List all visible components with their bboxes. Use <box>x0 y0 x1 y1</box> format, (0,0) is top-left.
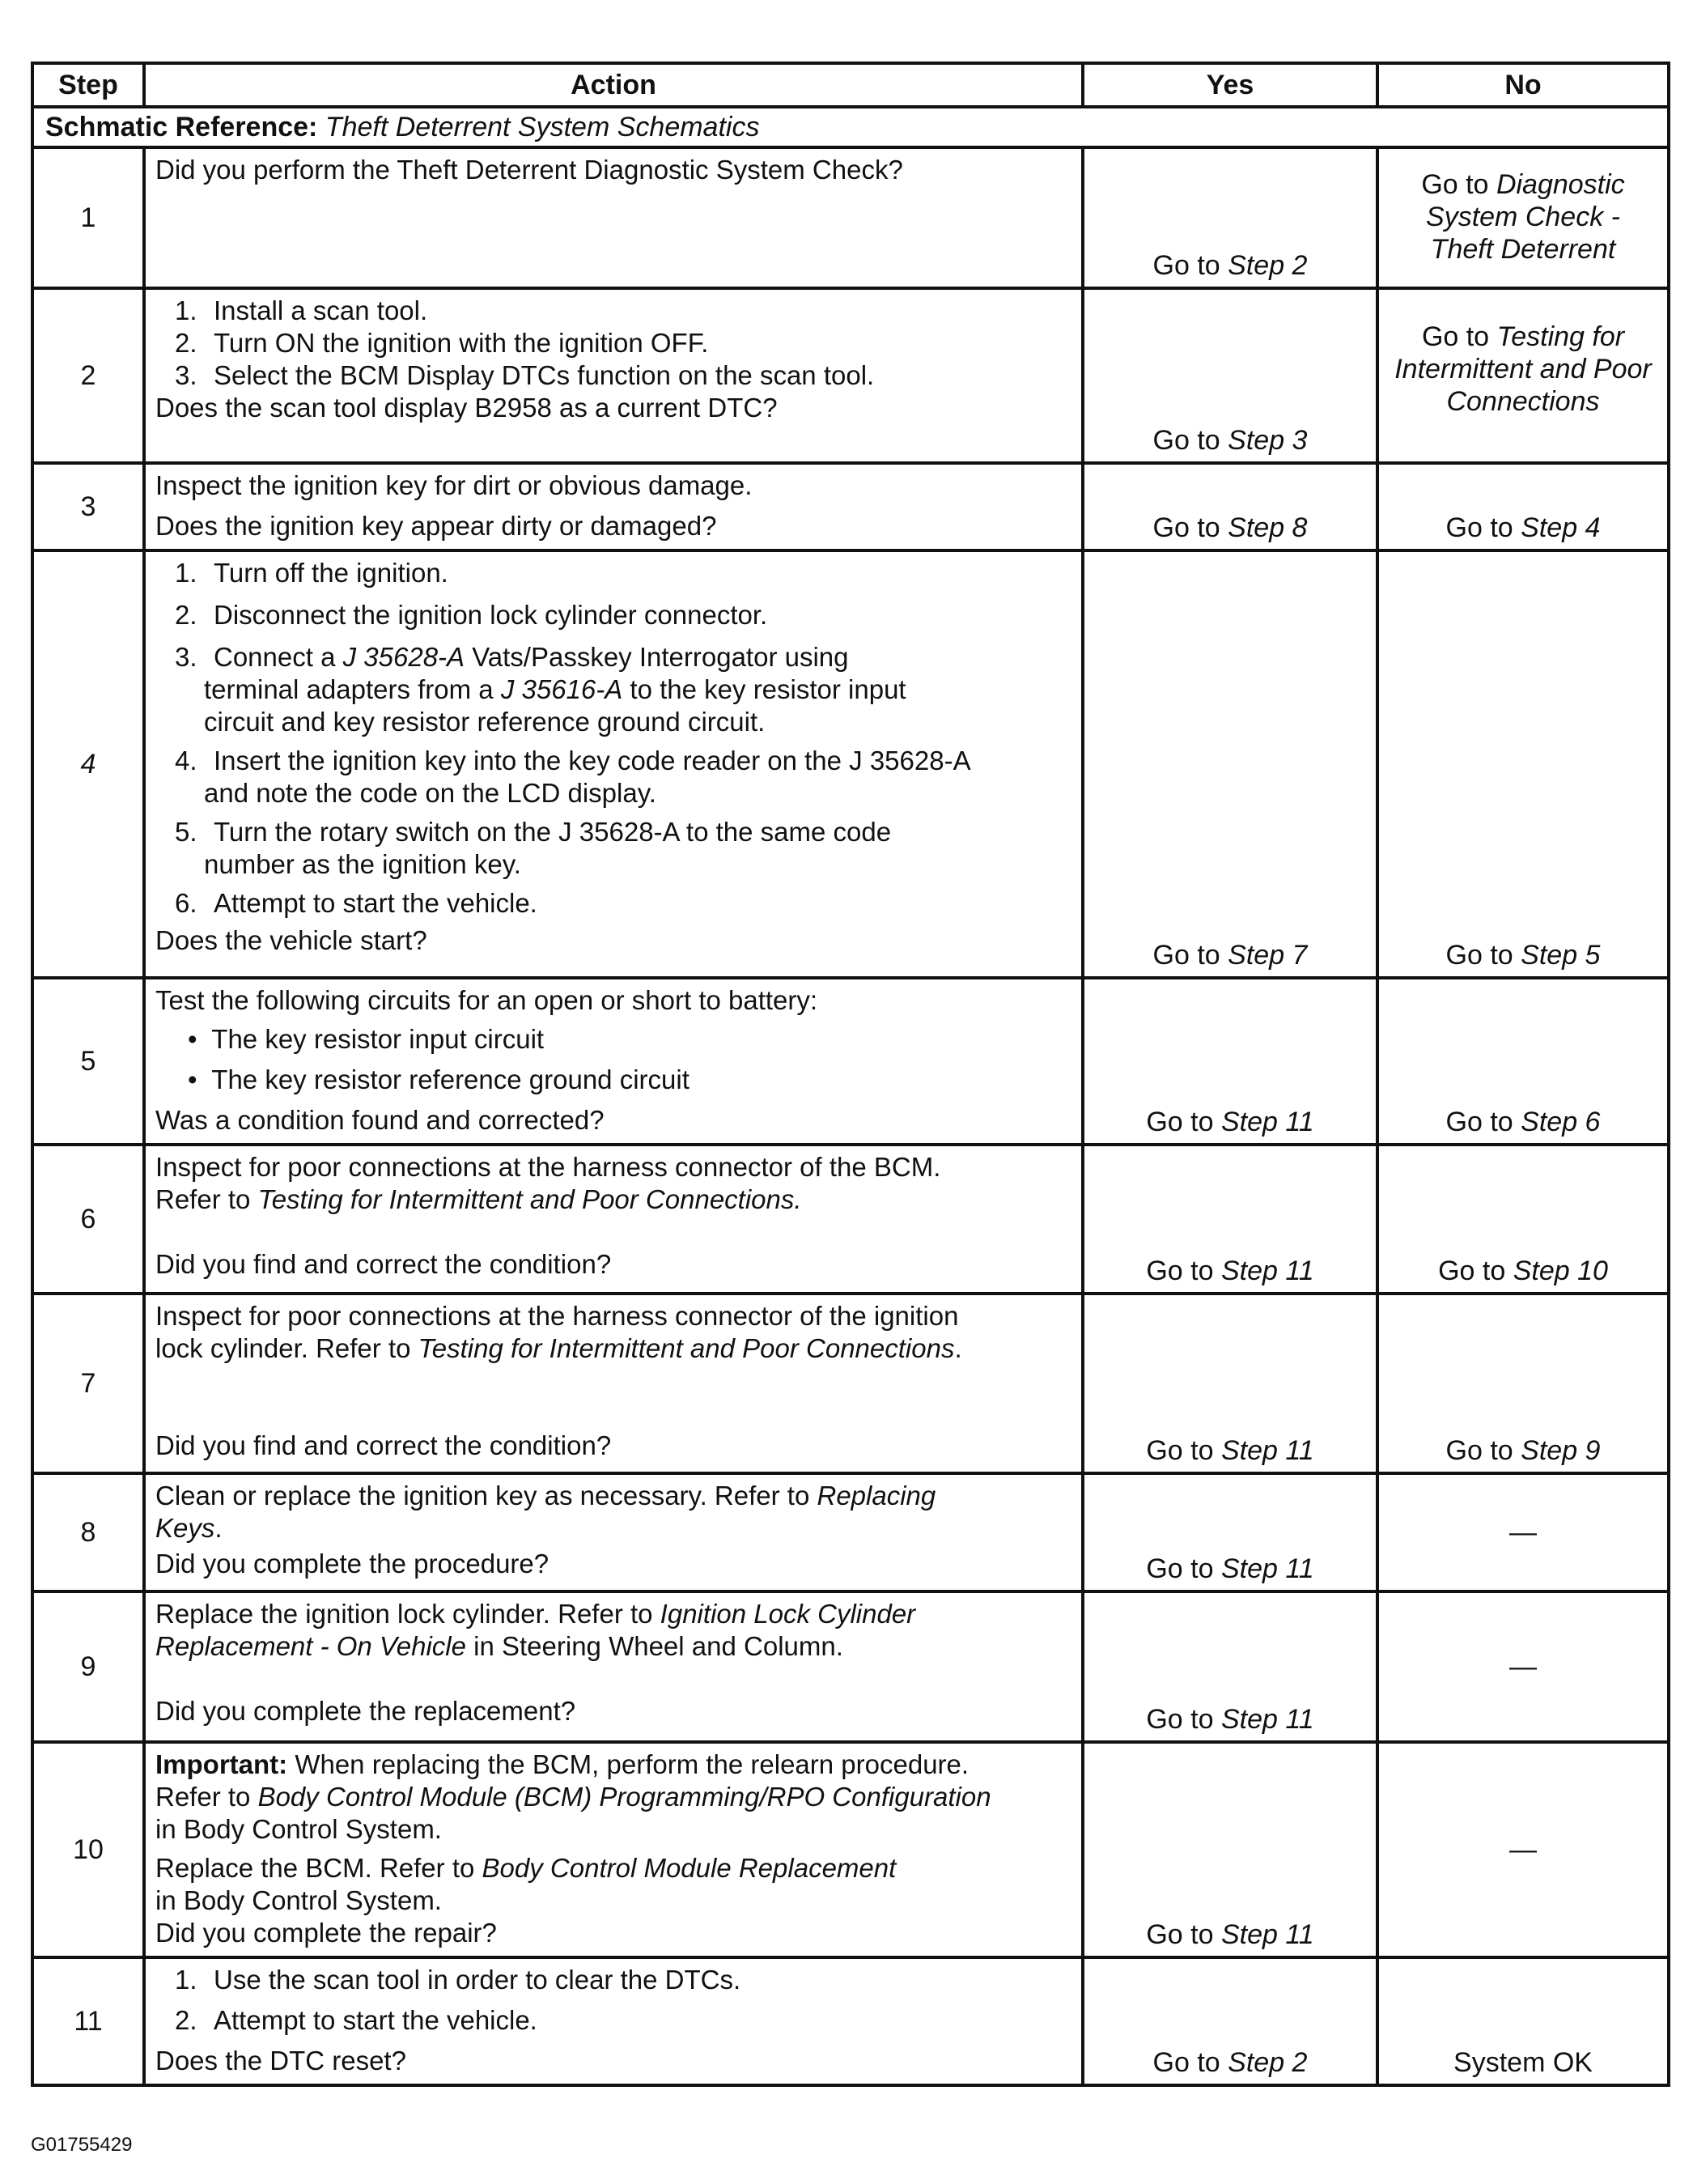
action-cell: Inspect for poor connections at the harness connector of the BCM. Refer to Testing for Intermittent and Poor Connections. Did you find and correct the condition? <box>144 1145 1083 1294</box>
header-no: No <box>1377 63 1669 107</box>
action-question: Did you perform the Theft Deterrent Diagnostic System Check? <box>155 155 903 185</box>
yes-step-link[interactable]: Step 7 <box>1228 940 1308 971</box>
step-number: 2 <box>32 288 144 463</box>
yes-cell: Go to Step 11 <box>1083 1145 1377 1294</box>
table-row <box>32 978 1669 1145</box>
step-number: 6 <box>32 1145 144 1294</box>
step-number: 9 <box>32 1591 144 1742</box>
go-to-text: Go to <box>1152 250 1220 281</box>
yes-cell: Go to Step 7 <box>1083 550 1377 978</box>
action-cell: Clean or replace the ignition key as necessary. Refer to Replacing Keys. Did you complete the procedure? <box>144 1473 1083 1591</box>
table-row <box>32 1742 1669 1957</box>
yes-step-link[interactable]: Step 11 <box>1220 1704 1314 1735</box>
diagnostic-table-container <box>31 62 1667 2087</box>
important-label: Important: <box>155 1749 288 1779</box>
yes-cell <box>1083 147 1377 288</box>
action-cell <box>144 463 1083 550</box>
list-item: 3. Connect a J 35628-A Vats/Passkey Interrogator using terminal adapters from a J 35616-A to the key resistor input circuit and key resistor reference ground circuit. <box>175 642 906 737</box>
action-question: Was a condition found and corrected? <box>155 1105 605 1135</box>
header-row <box>32 63 1669 107</box>
table-row <box>32 463 1669 550</box>
action-question: Did you complete the procedure? <box>155 1549 549 1579</box>
reference-link[interactable]: Replacing <box>817 1481 936 1511</box>
action-cell <box>144 978 1083 1145</box>
schematic-reference-row <box>32 107 1669 147</box>
header-step: Step <box>32 63 144 107</box>
yes-cell: Go to Step 11 <box>1083 1591 1377 1742</box>
action-question: Does the DTC reset? <box>155 2046 406 2076</box>
action-text: Test the following circuits for an open or short to battery: <box>155 985 818 1015</box>
yes-cell: Go to Step 11 <box>1083 1294 1377 1473</box>
step-number: 5 <box>32 978 144 1145</box>
yes-step-link[interactable]: Step 3 <box>1228 425 1308 456</box>
action-cell: Replace the ignition lock cylinder. Refer to Ignition Lock Cylinder Replacement - On Vehicle in Steering Wheel and Column. Did you complete the replacement? <box>144 1591 1083 1742</box>
no-cell <box>1377 1473 1669 1591</box>
header-yes: Yes <box>1083 63 1377 107</box>
schematic-reference-label: Schmatic Reference: <box>45 111 318 142</box>
list-item: 5. Turn the rotary switch on the J 35628-A to the same code number as the ignition key. <box>175 817 892 879</box>
schematic-reference <box>32 107 1669 147</box>
table-row <box>32 1591 1669 1742</box>
action-cell <box>144 1957 1083 2085</box>
yes-step-link[interactable]: Step 2 <box>1228 2047 1308 2078</box>
list-item: 6. Attempt to start the vehicle. <box>175 888 537 918</box>
list-item: 4. Insert the ignition key into the key code reader on the J 35628-A and note the code on the LCD display. <box>175 746 971 808</box>
action-question: Did you complete the replacement? <box>155 1696 576 1726</box>
action-question: Did you find and correct the condition? <box>155 1249 612 1279</box>
reference-link[interactable]: Testing for Intermittent and Poor Connections <box>418 1333 955 1363</box>
action-cell <box>144 147 1083 288</box>
no-step-link[interactable]: Step 9 <box>1521 1435 1601 1466</box>
no-cell: Go to Step 10 <box>1377 1145 1669 1294</box>
no-cell <box>1377 147 1669 288</box>
yes-cell: Go to Step 2 <box>1083 1957 1377 2085</box>
action-question: Does the scan tool display B2958 as a current DTC? <box>155 393 778 423</box>
reference-link[interactable]: Body Control Module Replacement <box>482 1853 897 1883</box>
list-item: 2. Attempt to start the vehicle. <box>175 2005 537 2035</box>
no-cell: Go to Step 6 <box>1377 978 1669 1145</box>
list-item: 2. Disconnect the ignition lock cylinder connector. <box>175 600 768 630</box>
action-cell: Important: When replacing the BCM, perform the relearn procedure. Refer to Body Control Module (BCM) Programming/RPO Configuration in Body Control System. Replace the BCM. Refer to Body Control Module Replacement in Body Control System. Did you complete the repair? <box>144 1742 1083 1957</box>
table-row <box>32 1145 1669 1294</box>
diagnostic-table <box>31 62 1670 2087</box>
no-dash: — <box>1509 1517 1537 1548</box>
no-cell <box>1377 1742 1669 1957</box>
no-cell <box>1377 1591 1669 1742</box>
yes-cell: Go to Step 11 <box>1083 1473 1377 1591</box>
no-cell <box>1377 288 1669 463</box>
step-number: 11 <box>32 1957 144 2085</box>
action-question: Does the ignition key appear dirty or damaged? <box>155 511 717 541</box>
yes-step-link[interactable]: Step 11 <box>1220 1435 1314 1466</box>
no-cell <box>1377 1957 1669 2085</box>
schematic-reference-link[interactable]: Theft Deterrent System Schematics <box>325 111 760 142</box>
action-text: Inspect for poor connections at the harness connector of the ignition <box>155 1301 959 1331</box>
no-cell: Go to Step 5 <box>1377 550 1669 978</box>
list-item: 2. Turn ON the ignition with the ignition OFF. <box>175 328 709 358</box>
no-dash: — <box>1509 1834 1537 1865</box>
no-cell: Go to Step 4 <box>1377 463 1669 550</box>
yes-step-link[interactable]: Step 11 <box>1220 1919 1314 1950</box>
no-reference-link[interactable]: Go to Diagnostic System Check - Theft Deterrent <box>1421 169 1625 265</box>
action-cell: Inspect for poor connections at the harness connector of the ignition lock cylinder. Refer to Testing for Intermittent and Poor Connections. Did you find and correct the condition? <box>144 1294 1083 1473</box>
list-item: 1. Use the scan tool in order to clear the DTCs. <box>175 1965 741 1995</box>
action-text: Inspect for poor connections at the harness connector of the BCM. <box>155 1152 941 1182</box>
figure-id: G01755429 <box>31 2134 133 2156</box>
action-question: Did you find and correct the condition? <box>155 1430 612 1460</box>
step-number: 1 <box>32 147 144 288</box>
yes-step-link[interactable]: Step 11 <box>1220 1553 1314 1584</box>
list-item: • The key resistor reference ground circuit <box>188 1064 690 1094</box>
list-item: 1. Turn off the ignition. <box>175 558 448 588</box>
list-item: 1. Install a scan tool. <box>175 295 428 325</box>
table-row <box>32 1957 1669 2085</box>
list-item: • The key resistor input circuit <box>188 1024 545 1054</box>
table-row <box>32 550 1669 978</box>
yes-cell: Go to Step 3 <box>1083 288 1377 463</box>
table-row <box>32 288 1669 463</box>
no-step-link[interactable]: Step 10 <box>1513 1256 1608 1286</box>
no-dash: — <box>1509 1651 1537 1682</box>
table-row <box>32 1294 1669 1473</box>
header-action: Action <box>144 63 1083 107</box>
no-step-link[interactable]: Step 5 <box>1521 940 1601 971</box>
table-row <box>32 1473 1669 1591</box>
table-row <box>32 147 1669 288</box>
no-cell: Go to Step 9 <box>1377 1294 1669 1473</box>
action-text: Inspect the ignition key for dirt or obvious damage. <box>155 470 753 500</box>
reference-link[interactable]: Testing for Intermittent and Poor Connections. <box>257 1184 802 1214</box>
step-number: 10 <box>32 1742 144 1957</box>
list-item: 3. Select the BCM Display DTCs function on the scan tool. <box>175 360 875 390</box>
reference-link[interactable]: Keys <box>155 1513 215 1543</box>
yes-step-link[interactable]: Step 2 <box>1228 250 1308 281</box>
yes-cell: Go to Step 11 <box>1083 1742 1377 1957</box>
yes-cell: Go to Step 8 <box>1083 463 1377 550</box>
no-step-link[interactable]: Step 6 <box>1521 1107 1601 1137</box>
reference-link[interactable]: Ignition Lock Cylinder <box>660 1599 916 1629</box>
no-reference-link[interactable]: Go to Testing for Intermittent and Poor Connections <box>1394 321 1652 417</box>
action-question: Does the vehicle start? <box>155 925 427 955</box>
step-number: 3 <box>32 463 144 550</box>
action-cell <box>144 288 1083 463</box>
action-question: Did you complete the repair? <box>155 1918 497 1948</box>
yes-step-link[interactable]: Step 11 <box>1220 1256 1314 1286</box>
reference-link[interactable]: Replacement - On Vehicle <box>155 1631 466 1661</box>
reference-link[interactable]: Body Control Module (BCM) Programming/RPO Configuration <box>257 1782 991 1812</box>
step-number: 8 <box>32 1473 144 1591</box>
action-cell <box>144 550 1083 978</box>
no-result: System OK <box>1453 2047 1593 2078</box>
yes-step-link[interactable]: Step 8 <box>1228 512 1308 543</box>
no-step-link[interactable]: Step 4 <box>1521 512 1601 543</box>
step-number: 7 <box>32 1294 144 1473</box>
yes-step-link[interactable]: Step 11 <box>1220 1107 1314 1137</box>
step-number: 4 <box>32 550 144 978</box>
yes-cell: Go to Step 11 <box>1083 978 1377 1145</box>
